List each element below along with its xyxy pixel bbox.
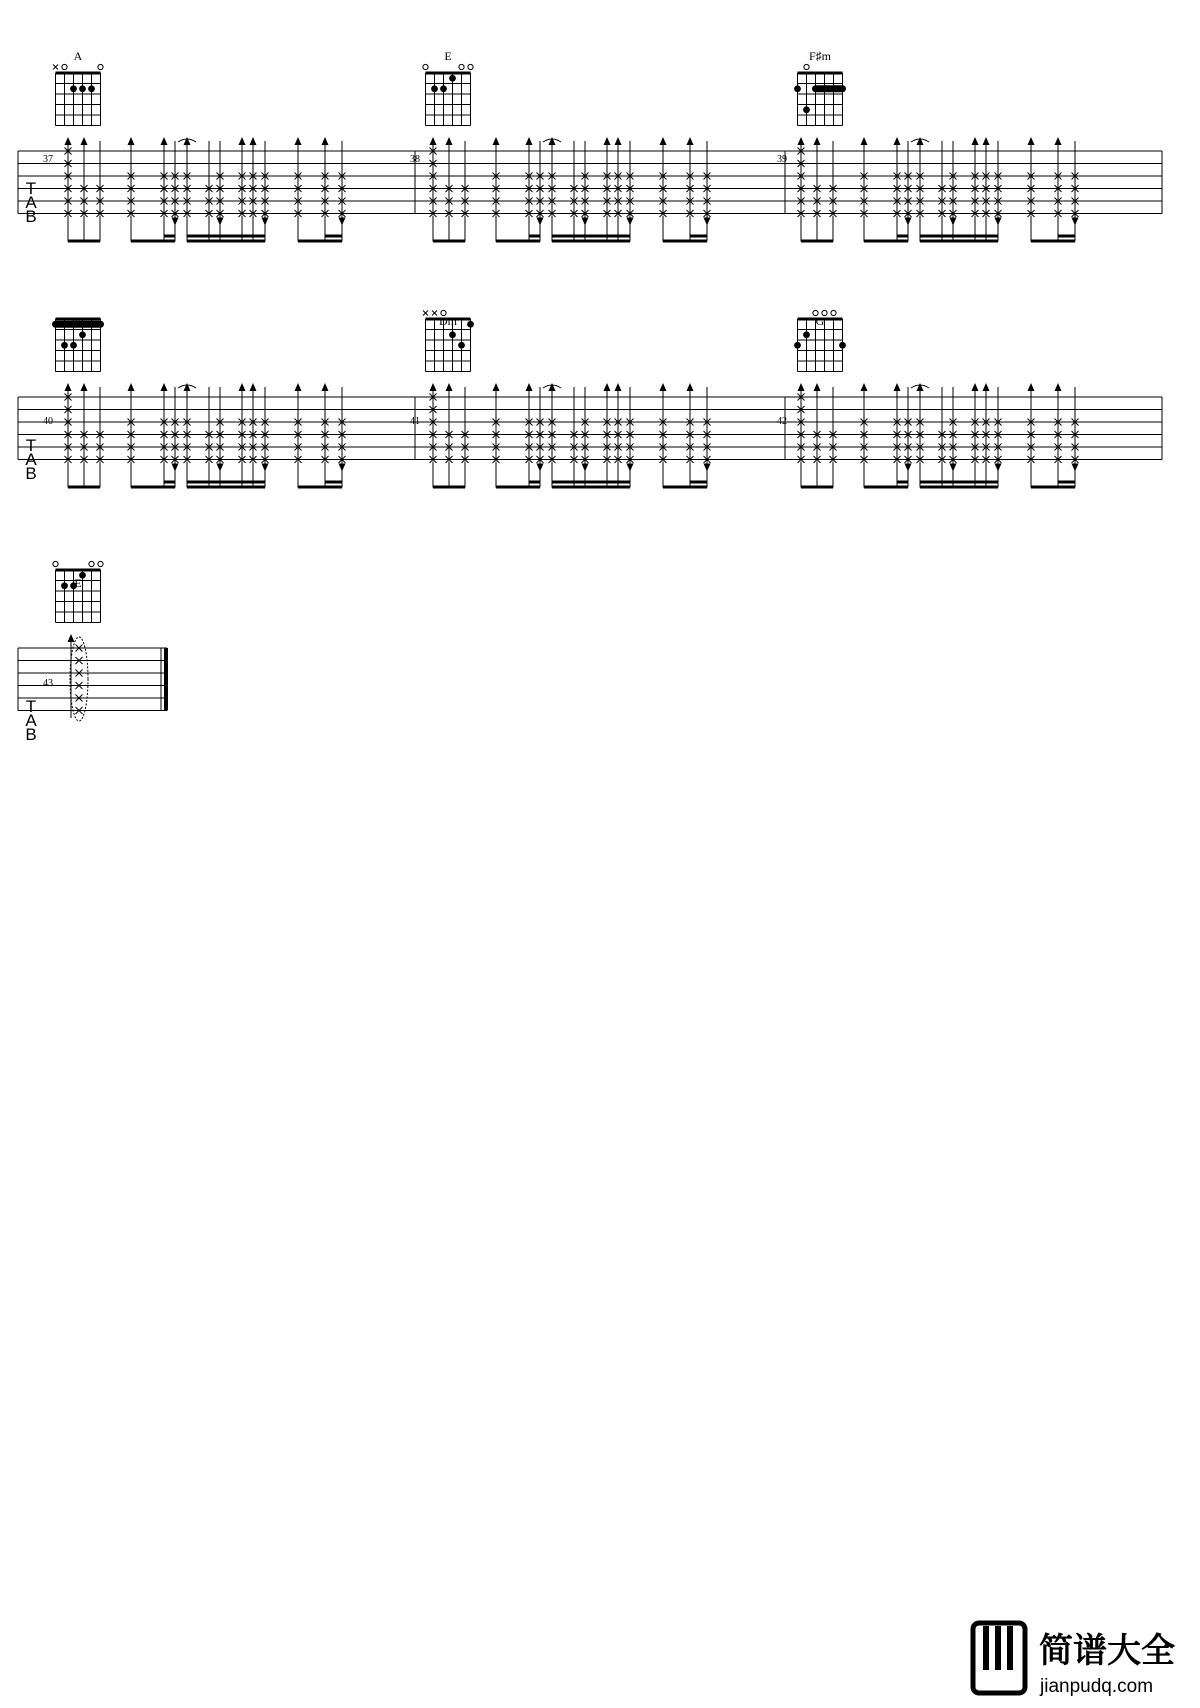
up-strum-arrow-icon — [430, 137, 437, 145]
finger-dot — [449, 331, 456, 338]
up-strum-arrow-icon — [65, 137, 72, 145]
up-strum-arrow-icon — [128, 137, 135, 145]
up-strum-arrow-icon — [798, 383, 805, 391]
up-strum-arrow-icon — [184, 137, 191, 145]
up-strum-arrow-icon — [983, 383, 990, 391]
up-strum-arrow-icon — [493, 137, 500, 145]
beam — [552, 235, 630, 238]
up-strum-arrow-icon — [1028, 383, 1035, 391]
beam — [164, 481, 175, 484]
measure-number: 42 — [777, 416, 787, 427]
tab-clef-b: B — [25, 725, 37, 744]
up-strum-arrow-icon — [798, 137, 805, 145]
open-string-icon — [459, 64, 464, 69]
beam — [920, 481, 998, 484]
up-strum-arrow-icon — [68, 634, 75, 642]
chord-name: E — [444, 49, 452, 63]
beam — [68, 240, 100, 243]
chord-name: F — [74, 314, 82, 328]
open-string-icon — [98, 561, 103, 566]
beam — [920, 486, 998, 489]
up-strum-arrow-icon — [250, 383, 257, 391]
up-strum-arrow-icon — [615, 137, 622, 145]
chord-name: Dm — [439, 314, 457, 328]
open-string-icon — [89, 561, 94, 566]
beam — [897, 235, 908, 238]
beam — [68, 486, 100, 489]
up-strum-arrow-icon — [161, 383, 168, 391]
up-strum-arrow-icon — [604, 383, 611, 391]
up-strum-arrow-icon — [861, 137, 868, 145]
up-strum-arrow-icon — [549, 137, 556, 145]
logo-name: 简谱大全 — [1039, 1631, 1175, 1671]
up-strum-arrow-icon — [814, 383, 821, 391]
finger-dot — [449, 75, 456, 82]
finger-dot — [79, 331, 86, 338]
up-strum-arrow-icon — [239, 383, 246, 391]
open-string-icon — [62, 64, 67, 69]
finger-dot — [440, 85, 447, 92]
beam — [897, 481, 908, 484]
beam — [433, 240, 465, 243]
beam — [690, 481, 707, 484]
tab-clef-t: T — [25, 436, 37, 455]
up-strum-arrow-icon — [81, 137, 88, 145]
chord-name: F♯m — [808, 49, 832, 63]
up-strum-arrow-icon — [184, 383, 191, 391]
beam — [801, 486, 833, 489]
beam — [187, 235, 265, 238]
tab-clef-b: B — [25, 207, 37, 226]
up-strum-arrow-icon — [65, 383, 72, 391]
beam — [920, 235, 998, 238]
beam — [298, 240, 342, 243]
chord-name: A — [73, 49, 83, 63]
beam — [131, 240, 175, 243]
site-logo — [973, 1623, 1175, 1697]
beam — [920, 240, 998, 243]
up-strum-arrow-icon — [446, 137, 453, 145]
finger-dot — [61, 342, 68, 349]
up-strum-arrow-icon — [81, 383, 88, 391]
finger-dot — [70, 85, 77, 92]
finger-dot — [803, 331, 810, 338]
beam — [496, 240, 540, 243]
finger-dot — [839, 342, 846, 349]
final-barline-thick — [164, 648, 168, 711]
measure-number: 43 — [43, 678, 53, 689]
beam — [663, 240, 707, 243]
tab-clef-t: T — [25, 697, 37, 716]
up-strum-arrow-icon — [322, 383, 329, 391]
measure-number: 38 — [410, 154, 420, 165]
up-strum-arrow-icon — [615, 383, 622, 391]
beam — [325, 235, 342, 238]
beam — [1031, 240, 1075, 243]
up-strum-arrow-icon — [983, 137, 990, 145]
beam — [529, 235, 540, 238]
tab-clef-b: B — [25, 464, 37, 483]
up-strum-arrow-icon — [604, 137, 611, 145]
up-strum-arrow-icon — [814, 137, 821, 145]
finger-dot — [61, 582, 68, 589]
up-strum-arrow-icon — [1055, 137, 1062, 145]
tab-clef-a: A — [25, 193, 37, 212]
finger-dot — [467, 321, 474, 328]
up-strum-arrow-icon — [526, 137, 533, 145]
up-strum-arrow-icon — [526, 383, 533, 391]
beam — [325, 481, 342, 484]
measure-number: 41 — [410, 416, 420, 427]
tab-score — [18, 64, 1162, 721]
tab-clef-t: T — [25, 179, 37, 198]
beam — [801, 240, 833, 243]
up-strum-arrow-icon — [1055, 383, 1062, 391]
up-strum-arrow-icon — [917, 137, 924, 145]
up-strum-arrow-icon — [549, 383, 556, 391]
up-strum-arrow-icon — [250, 137, 257, 145]
open-string-icon — [804, 64, 809, 69]
up-strum-arrow-icon — [972, 137, 979, 145]
beam — [187, 240, 265, 243]
tab-clef-system-2 — [25, 436, 37, 483]
up-strum-arrow-icon — [239, 137, 246, 145]
beam — [496, 486, 540, 489]
beam — [552, 240, 630, 243]
up-strum-arrow-icon — [322, 137, 329, 145]
tab-clef-a: A — [25, 450, 37, 469]
chord-name: G — [815, 314, 825, 328]
beam — [552, 481, 630, 484]
up-strum-arrow-icon — [446, 383, 453, 391]
up-strum-arrow-icon — [128, 383, 135, 391]
up-strum-arrow-icon — [1028, 137, 1035, 145]
beam — [1031, 486, 1075, 489]
beam — [187, 481, 265, 484]
open-string-icon — [831, 310, 836, 315]
beam — [298, 486, 342, 489]
piano-keys-icon — [973, 1623, 1025, 1693]
beam — [164, 235, 175, 238]
up-strum-arrow-icon — [295, 383, 302, 391]
beam — [864, 240, 908, 243]
beam — [529, 481, 540, 484]
finger-dot — [88, 85, 95, 92]
beam — [1058, 235, 1075, 238]
arpeggio-ellipse — [70, 637, 88, 721]
up-strum-arrow-icon — [917, 383, 924, 391]
up-strum-arrow-icon — [295, 137, 302, 145]
up-strum-arrow-icon — [972, 383, 979, 391]
finger-dot — [794, 342, 801, 349]
up-strum-arrow-icon — [894, 137, 901, 145]
beam — [690, 235, 707, 238]
tab-clef-a: A — [25, 711, 37, 730]
beam — [187, 486, 265, 489]
up-strum-arrow-icon — [430, 383, 437, 391]
tab-clef-system-1 — [25, 179, 37, 226]
finger-dot — [431, 85, 438, 92]
up-strum-arrow-icon — [660, 137, 667, 145]
open-string-icon — [423, 64, 428, 69]
measure-number: 39 — [777, 154, 787, 165]
open-string-icon — [98, 64, 103, 69]
up-strum-arrow-icon — [861, 383, 868, 391]
beam — [131, 486, 175, 489]
finger-dot — [458, 342, 465, 349]
beam — [663, 486, 707, 489]
chord-name: E — [74, 576, 82, 590]
up-strum-arrow-icon — [687, 137, 694, 145]
up-strum-arrow-icon — [894, 383, 901, 391]
beam — [433, 486, 465, 489]
beam — [864, 486, 908, 489]
logo-url: jianpudq.com — [1040, 1676, 1154, 1697]
finger-dot — [794, 85, 801, 92]
finger-dot — [79, 85, 86, 92]
beam — [552, 486, 630, 489]
tab-clef-system-3 — [25, 697, 37, 744]
open-string-icon — [53, 561, 58, 566]
open-string-icon — [468, 64, 473, 69]
measure-number: 40 — [43, 416, 53, 427]
up-strum-arrow-icon — [687, 383, 694, 391]
finger-dot — [803, 106, 810, 113]
finger-dot — [70, 342, 77, 349]
measure-number: 37 — [43, 154, 53, 165]
beam — [1058, 481, 1075, 484]
up-strum-arrow-icon — [660, 383, 667, 391]
up-strum-arrow-icon — [161, 137, 168, 145]
up-strum-arrow-icon — [493, 383, 500, 391]
barre-mark — [812, 85, 846, 92]
